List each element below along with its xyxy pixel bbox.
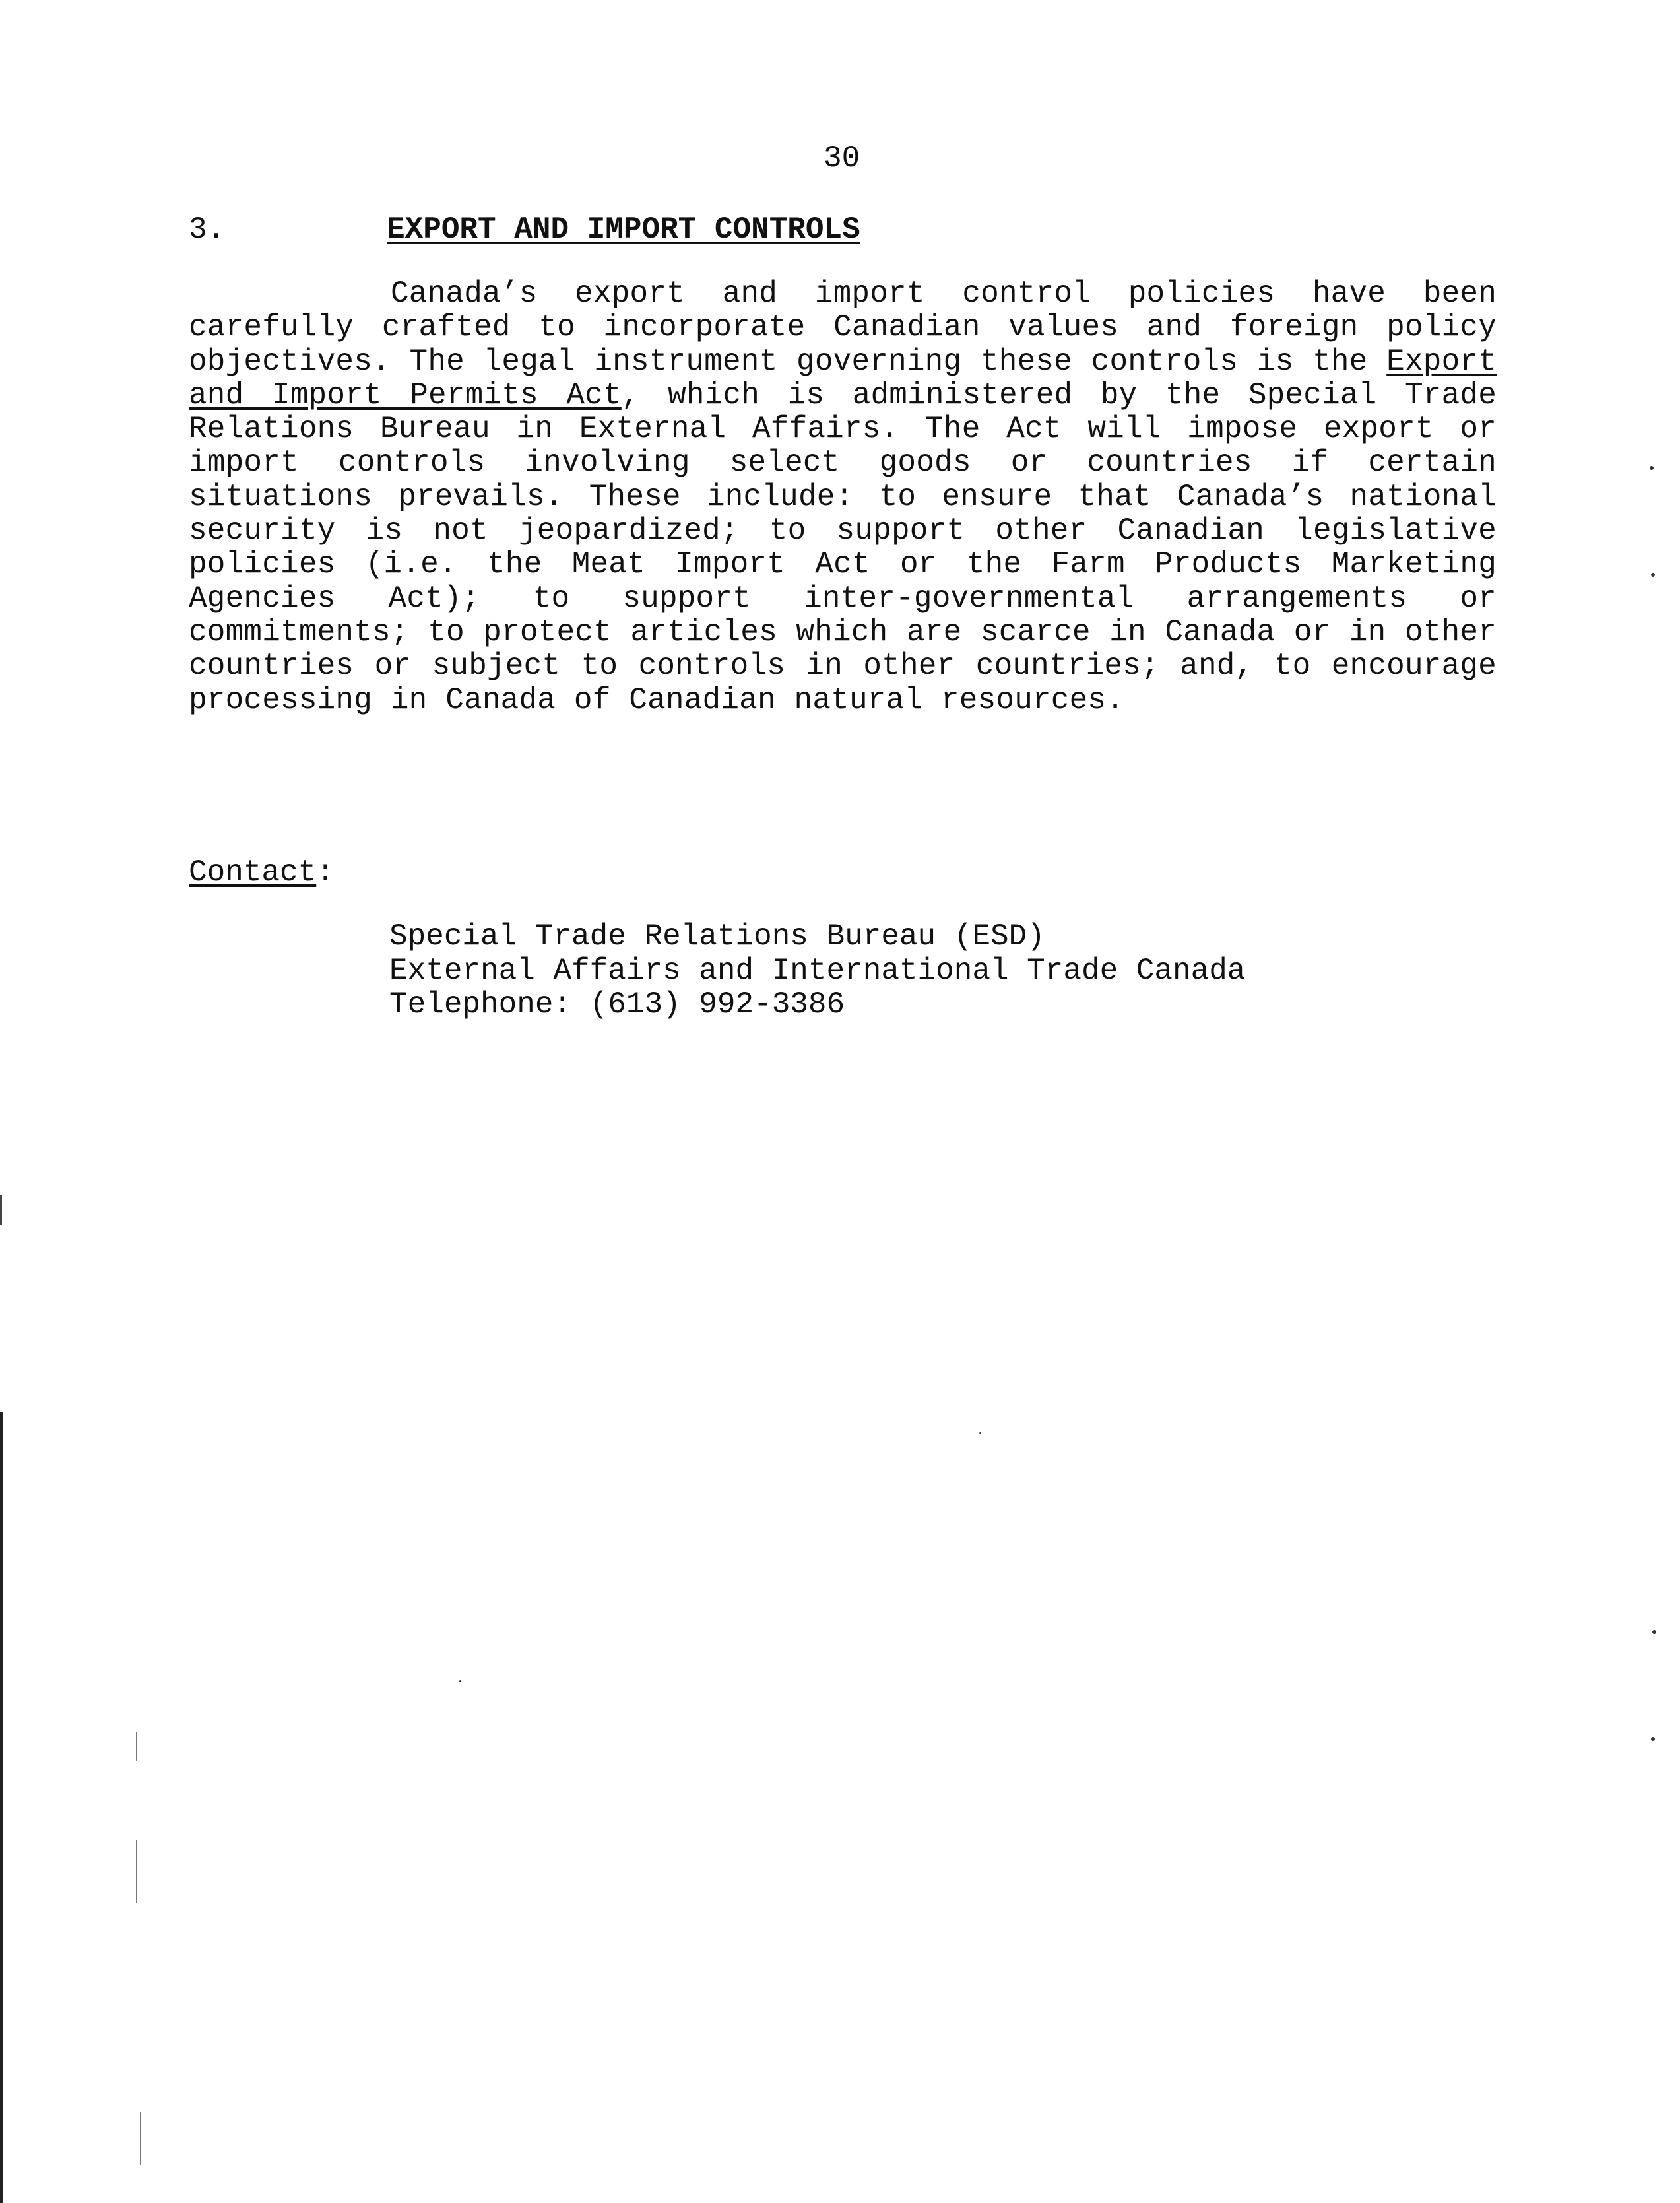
contact-block xyxy=(389,920,1245,1022)
section-title: EXPORT AND IMPORT CONTROLS xyxy=(387,213,860,247)
body-paragraph xyxy=(189,277,1497,717)
scan-faint-line xyxy=(136,1840,137,1903)
scan-edge-tick xyxy=(0,1195,2,1225)
scan-edge-line xyxy=(0,1412,3,2203)
scan-faint-line xyxy=(140,2112,141,2165)
scan-faint-line xyxy=(136,1732,137,1761)
section-number: 3. xyxy=(189,213,226,247)
contact-bureau: Special Trade Relations Bureau (ESD) xyxy=(389,919,1045,954)
scan-speck xyxy=(1652,1630,1656,1634)
scan-speck xyxy=(979,1432,981,1434)
act-name: Export and Import Permits Act xyxy=(189,344,1497,412)
contact-heading xyxy=(189,853,335,892)
paragraph-intro: Canada’s export and import control policies have been carefully crafted to incorporate Canadian values and foreign policy objectives. The legal instrument governing these controls is the xyxy=(189,277,1497,379)
contact-label: Contact xyxy=(189,855,317,890)
scan-speck xyxy=(1651,1737,1655,1741)
page-number: 30 xyxy=(824,141,860,176)
scan-speck xyxy=(1650,466,1654,470)
scan-speck xyxy=(459,1680,461,1682)
paragraph-rest: , which is administered by the Special Trade Relations Bureau in External Affairs. The Act will impose export or import controls involving select goods or countries if certain situations prevails. These include: to ensure that Canada’s national security is not jeopardized; to support other Canadian legislative policies (i.e. the Meat Import Act or the Farm Products Marketing Agencies Act); to support inter-governmental arrangements or commitments; to protect articles which are scarce in Canada or in other countries or subject to controls in other countries; and, to encourage processing in Canada of Canadian natural resources. xyxy=(189,378,1497,717)
section-heading xyxy=(189,210,1179,249)
contact-telephone: Telephone: (613) 992-3386 xyxy=(389,987,845,1022)
contact-colon: : xyxy=(316,855,335,890)
scan-speck xyxy=(1651,573,1655,577)
contact-department: External Affairs and International Trade Canada xyxy=(389,953,1246,988)
